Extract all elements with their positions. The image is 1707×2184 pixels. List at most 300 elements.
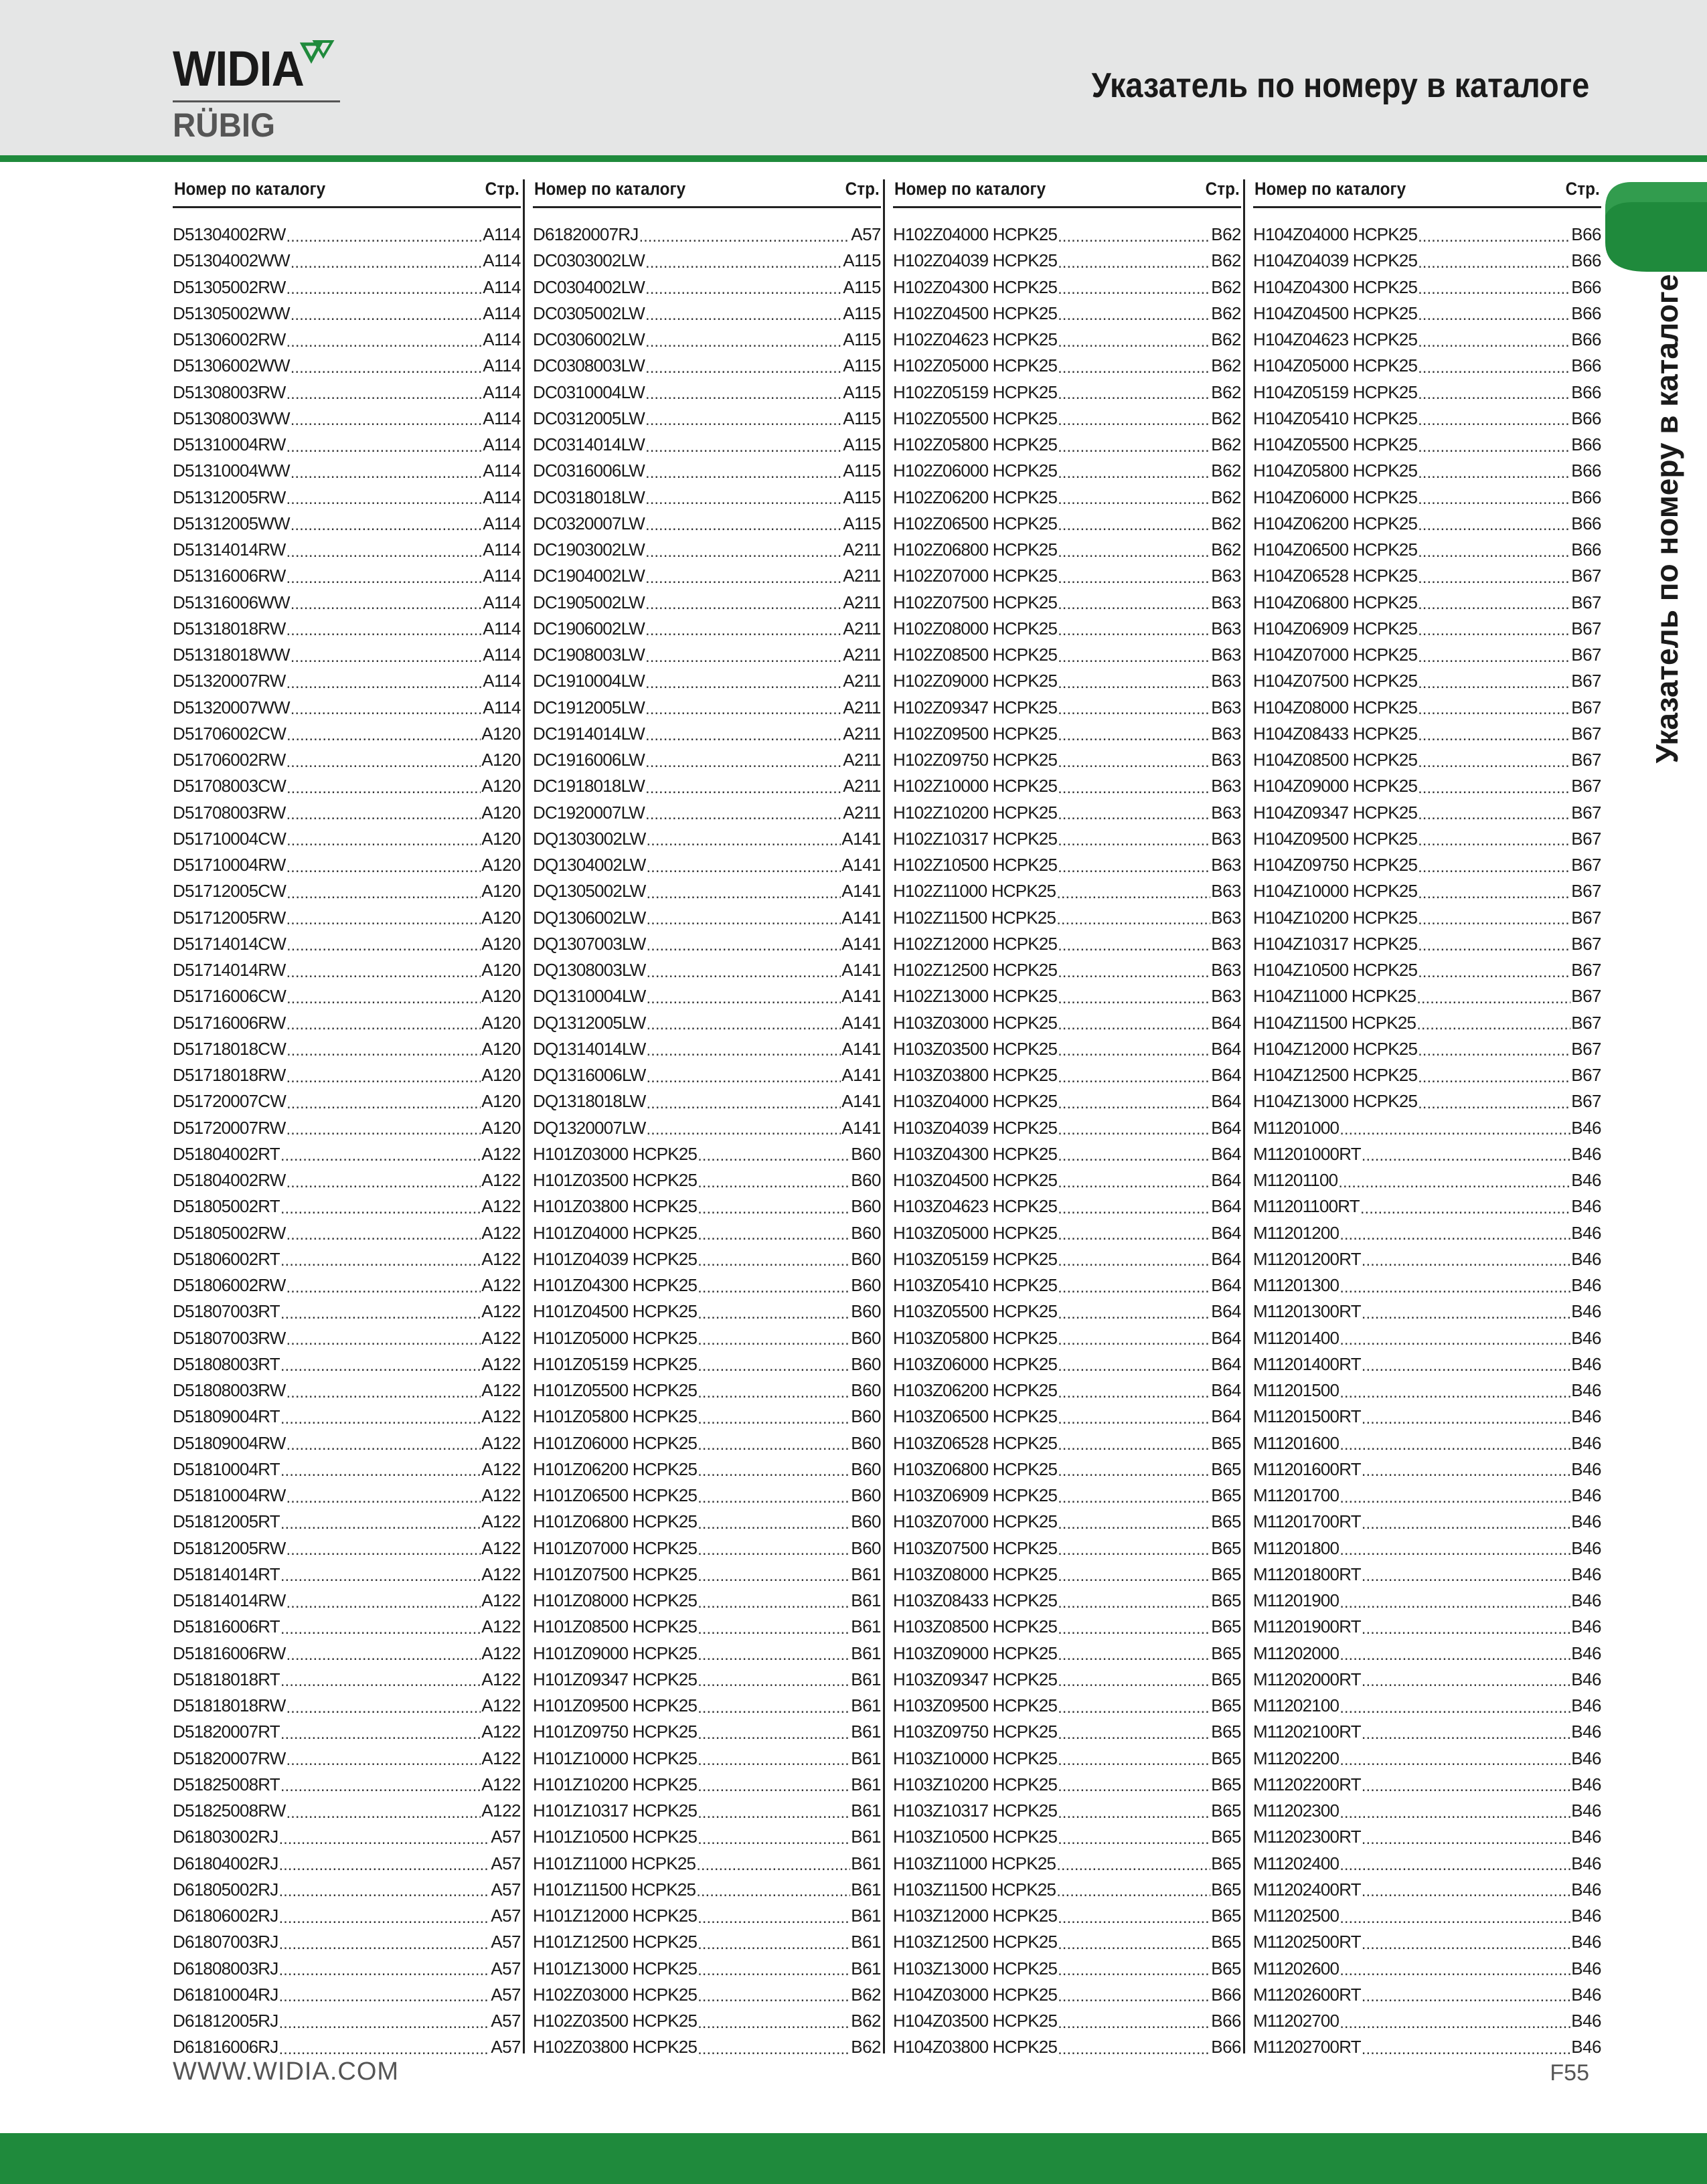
index-list bbox=[533, 222, 881, 2061]
dot-leader bbox=[1418, 620, 1570, 637]
index-entry bbox=[173, 222, 521, 248]
dot-leader bbox=[278, 1855, 490, 1872]
dot-leader bbox=[1418, 463, 1570, 480]
index-entry bbox=[1253, 458, 1601, 484]
index-entry bbox=[533, 1929, 881, 1955]
logo-widia-text: WIDIA bbox=[173, 41, 304, 96]
catalog-number: H102Z05800 HCPK25 bbox=[893, 434, 1058, 455]
index-entry bbox=[893, 1115, 1241, 1141]
dot-leader bbox=[1058, 2039, 1210, 2056]
catalog-number: DC0318018LW bbox=[533, 487, 645, 507]
index-entry bbox=[893, 353, 1241, 379]
catalog-number: D51710004RW bbox=[173, 855, 286, 875]
catalog-number: D51714014RW bbox=[173, 960, 286, 981]
page-reference: B61 bbox=[851, 1590, 881, 1611]
column-header bbox=[1253, 175, 1601, 208]
page-reference: B65 bbox=[1211, 1643, 1241, 1663]
dot-leader bbox=[1058, 1303, 1210, 1321]
page-reference: A115 bbox=[843, 460, 881, 481]
dot-leader bbox=[698, 1460, 850, 1478]
dot-leader bbox=[287, 1040, 481, 1058]
catalog-number: D61803002RJ bbox=[173, 1827, 278, 1847]
dot-leader bbox=[1058, 1934, 1210, 1951]
page-reference: B61 bbox=[851, 1800, 881, 1821]
dot-leader bbox=[1339, 1119, 1570, 1137]
catalog-number: D51807003RW bbox=[173, 1327, 286, 1348]
index-entry bbox=[533, 1062, 881, 1088]
index-entry bbox=[533, 1614, 881, 1640]
page-reference: A120 bbox=[481, 1038, 521, 1059]
page-reference: B46 bbox=[1571, 1695, 1601, 1716]
catalog-number: H104Z11000 HCPK25 bbox=[1253, 986, 1416, 1007]
dot-leader bbox=[645, 778, 842, 795]
page-reference: B46 bbox=[1571, 1406, 1601, 1427]
catalog-number: H101Z05159 HCPK25 bbox=[533, 1353, 698, 1374]
catalog-number: DC1914014LW bbox=[533, 723, 645, 744]
dot-leader bbox=[291, 515, 482, 532]
catalog-number: M11201500RT bbox=[1253, 1406, 1361, 1427]
dot-leader bbox=[278, 1908, 490, 1925]
page-reference: A115 bbox=[843, 487, 881, 507]
index-entry bbox=[1253, 1982, 1601, 2008]
page-reference: B64 bbox=[1211, 1353, 1241, 1374]
dot-leader bbox=[278, 1986, 490, 2003]
catalog-number: H103Z06200 HCPK25 bbox=[893, 1380, 1058, 1401]
page-reference: B46 bbox=[1571, 1774, 1601, 1794]
catalog-number: D51808003RT bbox=[173, 1353, 280, 1374]
page-reference: B67 bbox=[1571, 933, 1601, 954]
catalog-number: H101Z12500 HCPK25 bbox=[533, 1932, 698, 1952]
page-reference: B65 bbox=[1211, 1853, 1241, 1873]
page-reference: A114 bbox=[483, 592, 521, 612]
index-entry bbox=[533, 1167, 881, 1193]
dot-leader bbox=[645, 410, 842, 427]
page-reference: B67 bbox=[1571, 1065, 1601, 1086]
catalog-number: H104Z06200 HCPK25 bbox=[1253, 513, 1418, 533]
index-entry bbox=[893, 668, 1241, 694]
catalog-number: H104Z08000 HCPK25 bbox=[1253, 697, 1418, 718]
index-entry bbox=[893, 590, 1241, 616]
index-entry bbox=[893, 773, 1241, 799]
page-reference: B62 bbox=[1211, 276, 1241, 297]
page-reference: B61 bbox=[851, 1958, 881, 1979]
dot-leader bbox=[1418, 962, 1570, 979]
catalog-number: H103Z05500 HCPK25 bbox=[893, 1301, 1058, 1322]
catalog-number: DQ1306002LW bbox=[533, 907, 646, 928]
index-entry bbox=[533, 1641, 881, 1667]
page-reference: B66 bbox=[1571, 434, 1601, 455]
page-reference: B66 bbox=[1571, 250, 1601, 271]
index-entry bbox=[893, 800, 1241, 826]
catalog-number: DC0305002LW bbox=[533, 303, 645, 323]
page-reference: A122 bbox=[481, 1669, 521, 1689]
catalog-number: H103Z09347 HCPK25 bbox=[893, 1669, 1058, 1689]
catalog-number: D51308003WW bbox=[173, 408, 290, 428]
catalog-number: D51720007CW bbox=[173, 1091, 286, 1112]
page-reference: B61 bbox=[851, 1853, 881, 1873]
catalog-number: H104Z04039 HCPK25 bbox=[1253, 250, 1418, 271]
catalog-number: H103Z08500 HCPK25 bbox=[893, 1616, 1058, 1637]
page-reference: A141 bbox=[841, 1012, 881, 1033]
catalog-number: D51716006CW bbox=[173, 986, 286, 1007]
catalog-number: H103Z07500 HCPK25 bbox=[893, 1537, 1058, 1558]
page-reference: B66 bbox=[1571, 513, 1601, 533]
dot-leader bbox=[1418, 410, 1570, 427]
index-entry bbox=[173, 1588, 521, 1614]
catalog-number: H104Z05000 HCPK25 bbox=[1253, 355, 1418, 376]
index-entry bbox=[173, 983, 521, 1009]
dot-leader bbox=[1058, 1172, 1210, 1189]
catalog-number: D51706002CW bbox=[173, 723, 286, 744]
catalog-number: H101Z08000 HCPK25 bbox=[533, 1590, 698, 1611]
catalog-number: D51825008RT bbox=[173, 1774, 280, 1794]
catalog-number: M11201400RT bbox=[1253, 1353, 1361, 1374]
page-reference: B46 bbox=[1571, 1117, 1601, 1138]
dot-leader bbox=[1418, 909, 1570, 926]
catalog-number: D61820007RJ bbox=[533, 224, 639, 245]
catalog-number: D51316006RW bbox=[173, 566, 286, 586]
page-reference: B66 bbox=[1571, 276, 1601, 297]
catalog-number: H103Z06800 HCPK25 bbox=[893, 1458, 1058, 1479]
page-reference: B66 bbox=[1571, 382, 1601, 402]
dot-leader bbox=[1418, 673, 1570, 690]
index-entry bbox=[1253, 1746, 1601, 1772]
dot-leader bbox=[291, 305, 482, 322]
dot-leader bbox=[1058, 1434, 1210, 1452]
dot-leader bbox=[1056, 1855, 1210, 1872]
index-entry bbox=[533, 1404, 881, 1430]
catalog-number: M11202200 bbox=[1253, 1748, 1339, 1768]
catalog-number: H102Z12500 HCPK25 bbox=[893, 960, 1058, 981]
page-reference: B46 bbox=[1571, 1353, 1601, 1374]
index-entry bbox=[533, 1772, 881, 1798]
catalog-number: H103Z03500 HCPK25 bbox=[893, 1038, 1058, 1059]
index-entry bbox=[533, 1746, 881, 1772]
column-divider bbox=[1243, 179, 1245, 2053]
dot-leader bbox=[1058, 725, 1210, 742]
catalog-number: M11201900RT bbox=[1253, 1616, 1361, 1637]
page-reference: B63 bbox=[1211, 933, 1241, 954]
catalog-number: H104Z04000 HCPK25 bbox=[1253, 224, 1418, 245]
catalog-number: H101Z04300 HCPK25 bbox=[533, 1275, 698, 1296]
page-reference: A120 bbox=[481, 960, 521, 981]
index-entry bbox=[1253, 957, 1601, 983]
catalog-number: D51304002RW bbox=[173, 224, 286, 245]
page-reference: A120 bbox=[481, 855, 521, 875]
catalog-number: DC0316006LW bbox=[533, 460, 645, 481]
page-reference: A57 bbox=[491, 2011, 521, 2031]
catalog-number: H102Z06200 HCPK25 bbox=[893, 487, 1058, 507]
page-reference: B63 bbox=[1211, 986, 1241, 1007]
index-entry bbox=[173, 1404, 521, 1430]
page-reference: B65 bbox=[1211, 1748, 1241, 1768]
dot-leader bbox=[1418, 647, 1570, 664]
dot-leader bbox=[698, 1724, 850, 1741]
catalog-number: D51804002RW bbox=[173, 1170, 286, 1191]
catalog-number: H104Z06800 HCPK25 bbox=[1253, 592, 1418, 612]
page-reference: B67 bbox=[1571, 645, 1601, 665]
index-entry bbox=[1253, 590, 1601, 616]
dot-leader bbox=[287, 1329, 481, 1347]
dot-leader bbox=[1362, 1986, 1570, 2003]
catalog-number: D51818018RT bbox=[173, 1669, 280, 1689]
index-entry bbox=[1253, 1377, 1601, 1404]
index-entry bbox=[533, 274, 881, 301]
index-entry bbox=[1253, 642, 1601, 668]
dot-leader bbox=[1058, 857, 1210, 874]
dot-leader bbox=[1339, 1697, 1570, 1715]
index-entry bbox=[1253, 1956, 1601, 1982]
index-entry bbox=[893, 931, 1241, 957]
index-entry bbox=[533, 1010, 881, 1036]
dot-leader bbox=[698, 1776, 850, 1793]
catalog-number: H101Z06200 HCPK25 bbox=[533, 1458, 698, 1479]
dot-leader bbox=[698, 1224, 850, 1242]
page-reference: A114 bbox=[483, 487, 521, 507]
index-entry bbox=[893, 563, 1241, 589]
dot-leader bbox=[647, 935, 841, 952]
index-entry bbox=[533, 1719, 881, 1745]
page-reference: B61 bbox=[851, 1695, 881, 1716]
catalog-number: M11202200RT bbox=[1253, 1774, 1361, 1794]
page-reference: B63 bbox=[1211, 618, 1241, 639]
catalog-number: H102Z08500 HCPK25 bbox=[893, 645, 1058, 665]
dot-leader bbox=[1058, 752, 1210, 769]
page-reference: B65 bbox=[1211, 1669, 1241, 1689]
index-entry bbox=[173, 1719, 521, 1745]
dot-leader bbox=[287, 384, 483, 401]
page-reference: A122 bbox=[481, 1222, 521, 1243]
dot-leader bbox=[1058, 226, 1210, 244]
index-entry bbox=[533, 1667, 881, 1693]
catalog-number: H102Z09500 HCPK25 bbox=[893, 723, 1058, 744]
dot-leader bbox=[1058, 463, 1210, 480]
page-reference: B66 bbox=[1211, 2037, 1241, 2057]
catalog-number: M11202600 bbox=[1253, 1958, 1339, 1979]
page-reference: B62 bbox=[1211, 460, 1241, 481]
dot-leader bbox=[698, 1750, 850, 1767]
dot-leader bbox=[1058, 830, 1210, 847]
catalog-number: M11201800RT bbox=[1253, 1564, 1361, 1584]
catalog-number: H104Z03500 HCPK25 bbox=[893, 2011, 1058, 2031]
dot-leader bbox=[645, 305, 842, 322]
catalog-number: DQ1308003LW bbox=[533, 960, 646, 981]
index-entry bbox=[173, 1851, 521, 1877]
index-entry bbox=[533, 301, 881, 327]
dot-leader bbox=[1058, 1067, 1210, 1084]
page-reference: A57 bbox=[491, 1853, 521, 1873]
page-reference: B60 bbox=[851, 1143, 881, 1164]
index-entry bbox=[533, 800, 881, 826]
dot-leader bbox=[698, 1986, 850, 2003]
dot-leader bbox=[1339, 1802, 1570, 1820]
page-reference: B64 bbox=[1211, 1406, 1241, 1427]
index-entry bbox=[893, 248, 1241, 274]
dot-leader bbox=[1362, 1566, 1570, 1583]
dot-leader bbox=[1058, 1382, 1210, 1400]
page-reference: B60 bbox=[851, 1353, 881, 1374]
index-entry bbox=[893, 1167, 1241, 1193]
catalog-number: H104Z03000 HCPK25 bbox=[893, 1984, 1058, 2005]
index-entry bbox=[1253, 1667, 1601, 1693]
index-entry bbox=[533, 406, 881, 432]
page-reference: B67 bbox=[1571, 828, 1601, 849]
index-entry bbox=[1253, 222, 1601, 248]
index-entry bbox=[173, 1220, 521, 1246]
page-reference: B61 bbox=[851, 1827, 881, 1847]
index-entry bbox=[533, 1903, 881, 1929]
page-reference: B67 bbox=[1571, 750, 1601, 770]
catalog-number: D51720007RW bbox=[173, 1117, 286, 1138]
index-column-4 bbox=[1253, 175, 1601, 2061]
index-entry bbox=[533, 1588, 881, 1614]
dot-leader bbox=[1418, 752, 1570, 769]
catalog-number: H103Z12000 HCPK25 bbox=[893, 1906, 1058, 1926]
dot-leader bbox=[1362, 1408, 1570, 1426]
index-entry bbox=[893, 642, 1241, 668]
index-entry bbox=[533, 616, 881, 642]
dot-leader bbox=[1418, 699, 1570, 716]
page-reference: A57 bbox=[491, 1984, 521, 2005]
catalog-number: H102Z04623 HCPK25 bbox=[893, 329, 1058, 350]
page-reference: B63 bbox=[1211, 802, 1241, 823]
index-entry bbox=[893, 1088, 1241, 1114]
index-entry bbox=[173, 1877, 521, 1903]
dot-leader bbox=[698, 1408, 850, 1426]
catalog-number: D51708003CW bbox=[173, 776, 286, 796]
dot-leader bbox=[1416, 1014, 1570, 1031]
catalog-number: H103Z08000 HCPK25 bbox=[893, 1564, 1058, 1584]
index-entry bbox=[893, 458, 1241, 484]
catalog-number: M11202300 bbox=[1253, 1800, 1339, 1821]
catalog-number: D51320007RW bbox=[173, 671, 286, 691]
page-reference: B63 bbox=[1211, 723, 1241, 744]
page-reference: B67 bbox=[1571, 697, 1601, 718]
catalog-number: D61807003RJ bbox=[173, 1932, 278, 1952]
page-reference: B64 bbox=[1211, 1301, 1241, 1322]
catalog-number: H104Z08433 HCPK25 bbox=[1253, 723, 1418, 744]
page-reference: A122 bbox=[481, 1564, 521, 1584]
index-entry bbox=[173, 1746, 521, 1772]
index-entry bbox=[893, 1772, 1241, 1798]
dot-leader bbox=[1058, 1513, 1210, 1531]
page-reference: B67 bbox=[1571, 1038, 1601, 1059]
catalog-number: H102Z12000 HCPK25 bbox=[893, 933, 1058, 954]
catalog-number: D61805002RJ bbox=[173, 1879, 278, 1900]
index-entry bbox=[1253, 695, 1601, 721]
dot-leader bbox=[287, 1697, 481, 1715]
dot-leader bbox=[645, 804, 842, 821]
catalog-number: DQ1304002LW bbox=[533, 855, 646, 875]
catalog-number: H104Z10200 HCPK25 bbox=[1253, 907, 1418, 928]
dot-leader bbox=[1418, 725, 1570, 742]
catalog-number: D61806002RJ bbox=[173, 1906, 278, 1926]
index-entry bbox=[173, 1956, 521, 1982]
dot-leader bbox=[287, 1014, 481, 1031]
catalog-number: H104Z08500 HCPK25 bbox=[1253, 750, 1418, 770]
dot-leader bbox=[287, 1277, 481, 1294]
index-entry bbox=[173, 1272, 521, 1298]
dot-leader bbox=[287, 1093, 481, 1110]
catalog-number: D51718018RW bbox=[173, 1065, 286, 1086]
catalog-number: H101Z11500 HCPK25 bbox=[533, 1879, 696, 1900]
dot-leader bbox=[287, 883, 481, 900]
page-reference: B63 bbox=[1211, 907, 1241, 928]
page-reference: B66 bbox=[1571, 460, 1601, 481]
catalog-number: DC0303002LW bbox=[533, 250, 645, 271]
page-reference: A122 bbox=[481, 1143, 521, 1164]
page-reference: A120 bbox=[481, 1117, 521, 1138]
widia-rubig-logo bbox=[173, 41, 341, 151]
catalog-number: H104Z09750 HCPK25 bbox=[1253, 855, 1418, 875]
dot-leader bbox=[280, 1671, 481, 1688]
catalog-number: M11202600RT bbox=[1253, 1984, 1361, 2005]
column-divider bbox=[523, 179, 525, 2053]
index-entry bbox=[893, 432, 1241, 458]
index-entry bbox=[173, 274, 521, 301]
catalog-number: H103Z09750 HCPK25 bbox=[893, 1721, 1058, 1742]
index-entry bbox=[533, 563, 881, 589]
dot-leader bbox=[1058, 1093, 1210, 1110]
page-reference: A211 bbox=[843, 697, 881, 718]
dot-leader bbox=[698, 1513, 850, 1531]
index-entry bbox=[893, 826, 1241, 852]
catalog-number: H101Z09750 HCPK25 bbox=[533, 1721, 698, 1742]
dot-leader bbox=[278, 1881, 490, 1898]
page-reference: B46 bbox=[1571, 1853, 1601, 1873]
catalog-number: DC0310004LW bbox=[533, 382, 645, 402]
index-entry bbox=[173, 1562, 521, 1588]
page-reference: B46 bbox=[1571, 1537, 1601, 1558]
dot-leader bbox=[287, 278, 483, 296]
dot-leader bbox=[1362, 1934, 1570, 1951]
page-reference: B65 bbox=[1211, 1879, 1241, 1900]
page-reference: A141 bbox=[841, 933, 881, 954]
column-header-page: Стр. bbox=[1565, 179, 1600, 199]
catalog-number: DC1904002LW bbox=[533, 566, 645, 586]
page-reference: B46 bbox=[1571, 1748, 1601, 1768]
catalog-number: H102Z04300 HCPK25 bbox=[893, 276, 1058, 297]
page-reference: A211 bbox=[843, 802, 881, 823]
index-entry bbox=[1253, 1115, 1601, 1141]
dot-leader bbox=[1058, 2013, 1210, 2030]
column-header-page: Стр. bbox=[485, 179, 519, 199]
page-reference: A120 bbox=[481, 750, 521, 770]
catalog-number: H104Z05500 HCPK25 bbox=[1253, 434, 1418, 455]
index-entry bbox=[173, 642, 521, 668]
index-entry bbox=[1253, 1193, 1601, 1220]
index-entry bbox=[893, 406, 1241, 432]
page-reference: B65 bbox=[1211, 1590, 1241, 1611]
page-reference: B63 bbox=[1211, 750, 1241, 770]
catalog-number: D51820007RW bbox=[173, 1748, 286, 1768]
page-reference: A120 bbox=[481, 802, 521, 823]
index-entry bbox=[1253, 773, 1601, 799]
dot-leader bbox=[287, 830, 481, 847]
catalog-number: H101Z03000 HCPK25 bbox=[533, 1143, 698, 1164]
dot-leader bbox=[1058, 384, 1210, 401]
page-reference: B60 bbox=[851, 1537, 881, 1558]
dot-leader bbox=[645, 541, 842, 559]
page-reference: B67 bbox=[1571, 592, 1601, 612]
dot-leader bbox=[291, 463, 482, 480]
dot-leader bbox=[1339, 1908, 1570, 1925]
page-reference: A211 bbox=[843, 776, 881, 796]
index-entry bbox=[893, 1824, 1241, 1850]
catalog-number: H104Z04500 HCPK25 bbox=[1253, 303, 1418, 323]
page-reference: A114 bbox=[483, 276, 521, 297]
index-entry bbox=[1253, 1325, 1601, 1351]
